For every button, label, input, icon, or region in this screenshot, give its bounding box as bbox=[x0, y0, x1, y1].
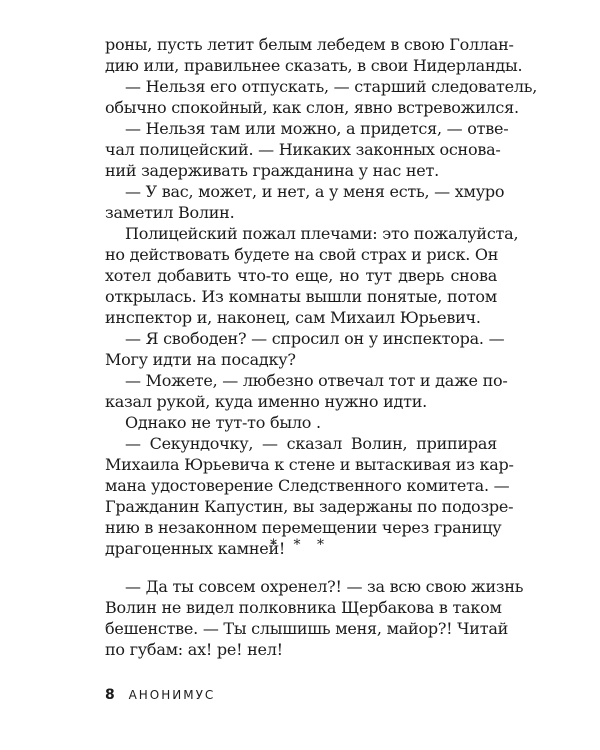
text-line: заметил Волин. bbox=[105, 203, 235, 222]
body-text-block bbox=[105, 576, 524, 660]
body-text-block bbox=[105, 34, 538, 559]
text-line: драгоценных камней! bbox=[105, 539, 286, 558]
text-line: казал рукой, куда именно нужно идти. bbox=[105, 392, 427, 411]
text-line: чал полицейский. — Никаких законных основа- bbox=[105, 140, 501, 159]
text-line: бешенстве. — Ты слышишь меня, майор?! Читай bbox=[105, 619, 509, 638]
text-line: Гражданин Капустин, вы задержаны по подозре- bbox=[105, 497, 514, 516]
text-line: ний задерживать гражданина у нас нет. bbox=[105, 161, 439, 180]
text-line: Полицейский пожал плечами: это пожалуйста, bbox=[125, 224, 519, 243]
text-line: хотел добавить что-то еще, но тут дверь снова bbox=[105, 266, 497, 285]
text-line: обычно спокойный, как слон, явно встревожился. bbox=[105, 98, 519, 117]
text-line: — Нельзя его отпускать, — старший следователь, bbox=[125, 77, 538, 96]
text-line: но действовать будете на свой страх и риск. Он bbox=[105, 245, 499, 264]
text-line: роны, пусть летит белым лебедем в свою Голлан- bbox=[105, 35, 514, 54]
text-line: — Нельзя там или можно, а придется, — отве- bbox=[125, 119, 509, 138]
text-line: мана удостоверение Следственного комитета. — bbox=[105, 476, 510, 495]
text-line: — Можете, — любезно отвечал тот и даже по- bbox=[125, 371, 508, 390]
text-line: Однако не тут-то было . bbox=[125, 413, 321, 432]
running-head: АНОНИМУС bbox=[128, 688, 216, 702]
text-line: Могу идти на посадку? bbox=[105, 350, 296, 369]
text-line: Михаила Юрьевича к стене и вытаскивая из кар- bbox=[105, 455, 514, 474]
text-line: открылась. Из комнаты вышли понятые, потом bbox=[105, 287, 497, 306]
text-line: — Я свободен? — спросил он у инспектора. — bbox=[125, 329, 505, 348]
text-line: — У вас, может, и нет, а у меня есть, — хмуро bbox=[125, 182, 505, 201]
text-line: нию в незаконном перемещении через границу bbox=[105, 518, 502, 537]
text-line: инспектор и, наконец, сам Михаил Юрьевич. bbox=[105, 308, 481, 327]
text-line: дию или, правильнее сказать, в свои Нидерланды. bbox=[105, 56, 523, 75]
text-line: по губам: ах! ре! нел! bbox=[105, 640, 283, 659]
text-line: — Да ты совсем охренел?! — за всю свою жизнь bbox=[125, 577, 524, 596]
text-line: Волин не видел полковника Щербакова в таком bbox=[105, 598, 502, 617]
text-line: — Секундочку, — сказал Волин, припирая bbox=[125, 434, 497, 453]
section-separator: * * * bbox=[270, 537, 330, 553]
page-footer bbox=[105, 687, 215, 703]
page-number: 8 bbox=[105, 687, 115, 703]
